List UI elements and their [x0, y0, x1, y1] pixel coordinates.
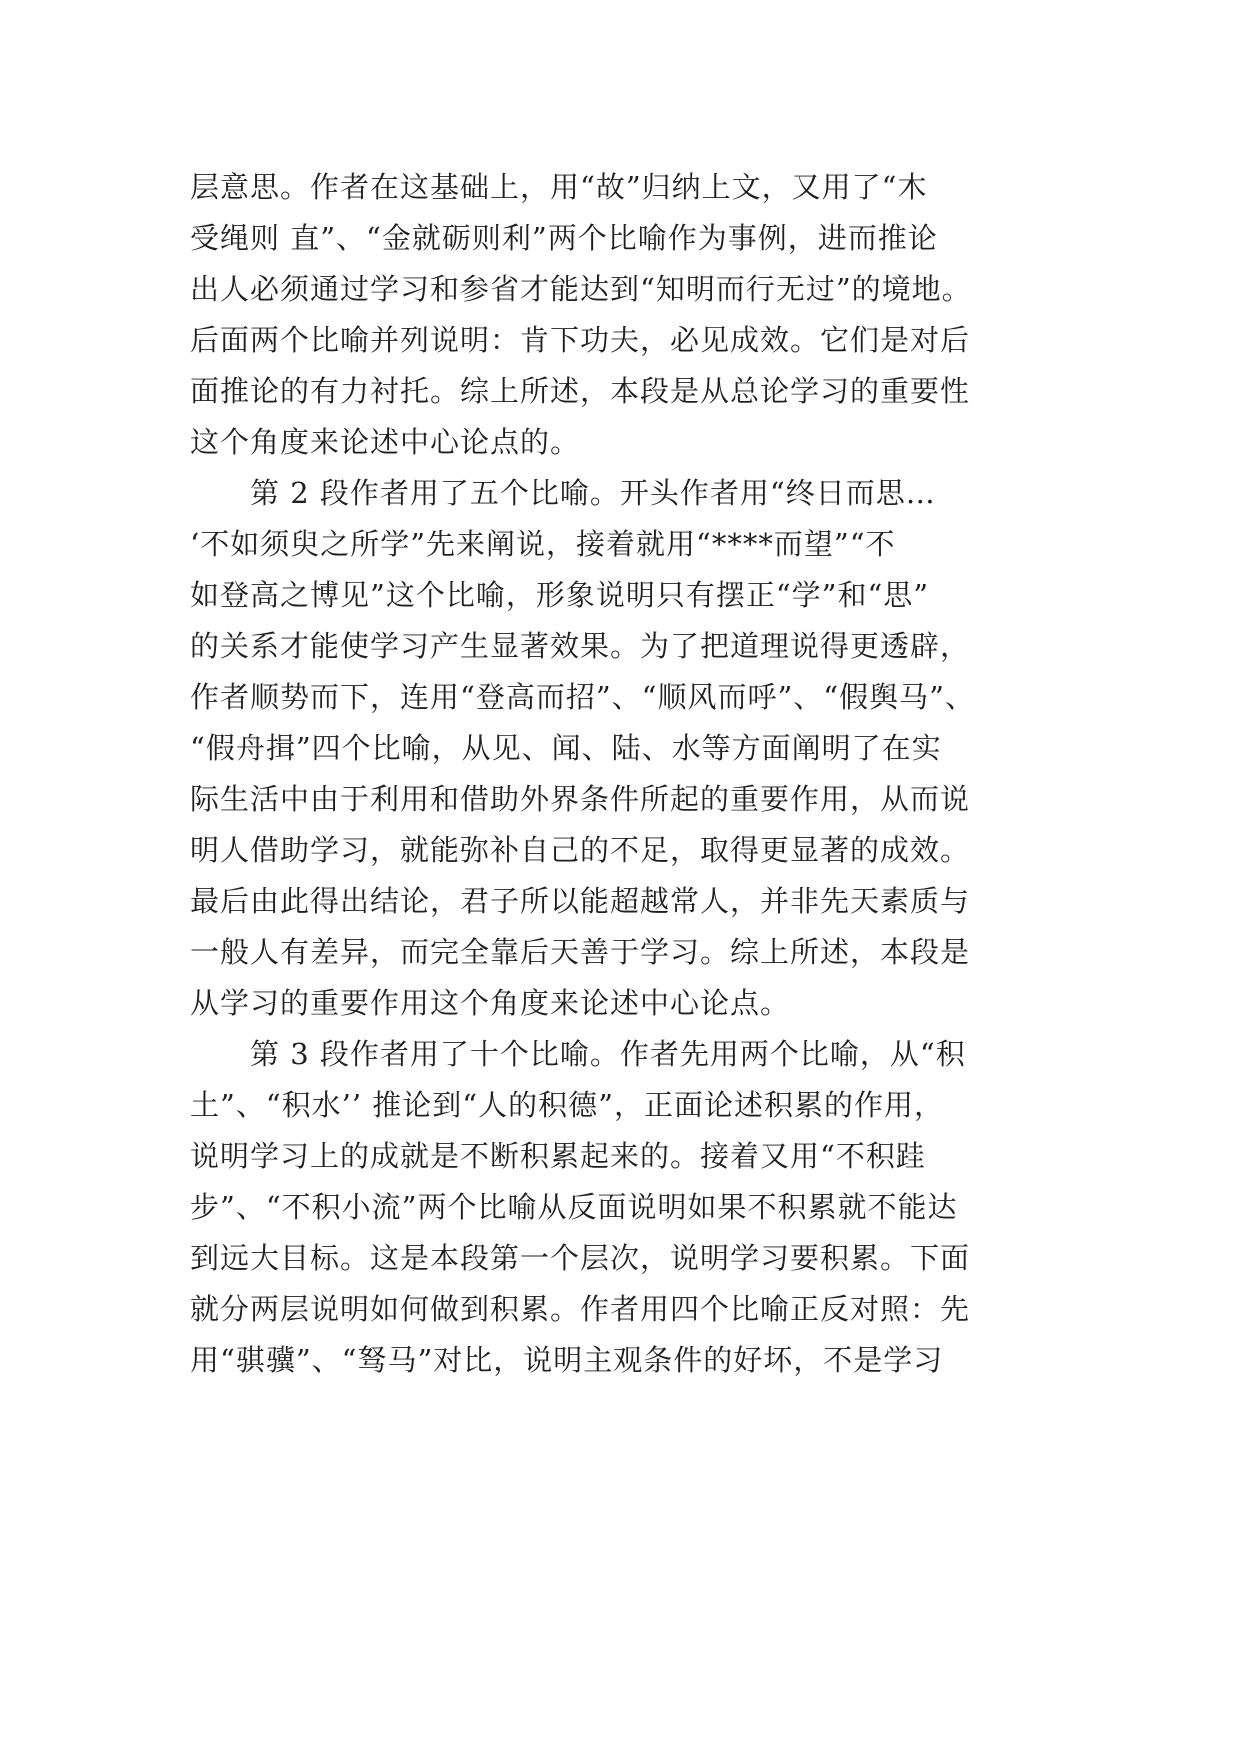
text-line: “假舟揖”四个比喻，从见、闻、陆、水等方面阐明了在实 — [190, 731, 942, 765]
text-line: 受绳则 直”、“金就砺则利”两个比喻作为事例，进而推论 — [190, 221, 938, 255]
text-line: 到远大目标。这是本段第一个层次，说明学习要积累。下面 — [190, 1241, 971, 1275]
text-line: 说明学习上的成就是不断积累起来的。接着又用“不积跬 — [190, 1139, 926, 1173]
text-line: 土”、“积水’’ 推论到“人的积德”，正面论述积累的作用， — [190, 1088, 944, 1122]
text-line: ‘不如须臾之所学”先来阐说，接着就用“****而望”“不 — [190, 527, 896, 561]
text-line: 层意思。作者在这基础上，用“故”归纳上文，又用了“木 — [190, 170, 928, 204]
text-line: 就分两层说明如何做到积累。作者用四个比喻正反对照：先 — [190, 1292, 971, 1326]
text-line: 明人借助学习，就能弥补自己的不足，取得更显著的成效。 — [190, 833, 971, 867]
text-line: 出人必须通过学习和参省才能达到“知明而行无过”的境地。 — [190, 272, 972, 306]
text-line: 际生活中由于利用和借助外界条件所起的重要作用，从而说 — [190, 782, 971, 816]
text-line: 面推论的有力衬托。综上所述，本段是从总论学习的重要性 — [190, 374, 971, 408]
paragraph-3-first-line: 第 3 段作者用了十个比喻。作者先用两个比喻，从“积 — [190, 1037, 966, 1071]
text-line: 如登高之博见”这个比喻，形象说明只有摆正“学”和“思” — [190, 578, 930, 612]
text-line: 作者顺势而下，连用“登高而招”、“顺风而呼”、“假舆马”、 — [190, 680, 975, 714]
text-line: 的关系才能使学习产生显著效果。为了把道理说得更透辟， — [190, 629, 971, 663]
paragraph-2-first-line: 第 2 段作者用了五个比喻。开头作者用“终日而思… — [190, 476, 936, 510]
text-line: 步”、“不积小流”两个比喻从反面说明如果不积累就不能达 — [190, 1190, 958, 1224]
text-line: 用“骐骥”、“驽马”对比，说明主观条件的好坏，不是学习 — [190, 1343, 944, 1377]
document-body — [190, 162, 1090, 1386]
text-line: 最后由此得出结论，君子所以能超越常人，并非先天素质与 — [190, 884, 971, 918]
text-line: 一般人有差异，而完全靠后天善于学习。综上所述，本段是 — [190, 935, 971, 969]
text-line: 从学习的重要作用这个角度来论述中心论点。 — [190, 986, 791, 1020]
text-line: 这个角度来论述中心论点的。 — [190, 425, 581, 459]
text-line: 后面两个比喻并列说明：肯下功夫，必见成效。它们是对后 — [190, 323, 971, 357]
